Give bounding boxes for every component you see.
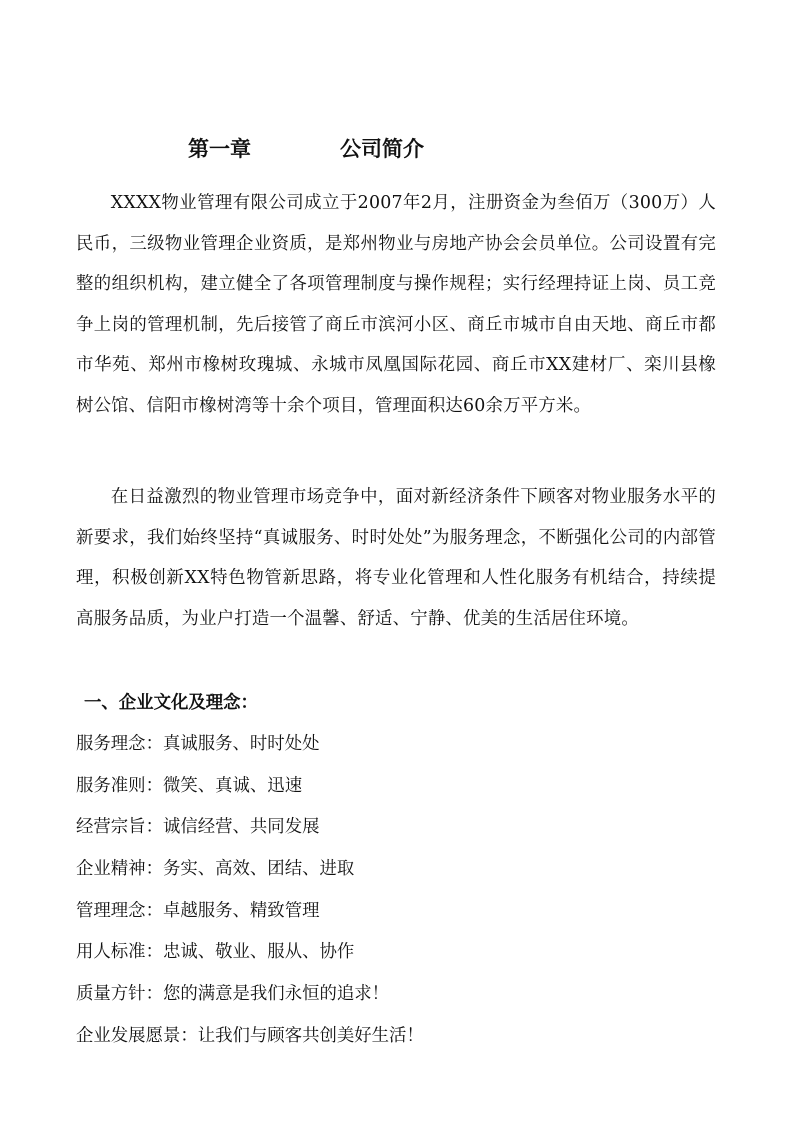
chapter-number: 第一章 — [188, 137, 251, 162]
value-management-philosophy: 管理理念：卓越服务、精致管理 — [76, 900, 320, 921]
value-business-purpose: 经营宗旨：诚信经营、共同发展 — [76, 817, 320, 838]
value-service-philosophy: 服务理念：真诚服务、时时处处 — [76, 734, 320, 754]
chapter-name: 公司简介 — [340, 137, 424, 162]
value-hiring-standard: 用人标准：忠诚、敬业、服从、协作 — [76, 942, 355, 963]
culture-values-list — [76, 726, 716, 1060]
section-heading: 一、企业文化及理念： — [84, 693, 258, 713]
value-enterprise-spirit: 企业精神：务实、高效、团结、进取 — [76, 859, 355, 880]
value-service-principle: 服务准则：微笑、真诚、迅速 — [76, 775, 303, 796]
value-quality-policy: 质量方针：您的满意是我们永恒的追求！ — [76, 984, 390, 1005]
philosophy-paragraph: 在日益激烈的物业管理市场竞争中，面对新经济条件下顾客对物业服务水平的新要求，我们始终坚持“真诚服务、时时处处”为服务理念，不断强化公司的内部管理，积极创新XX特色物管新思路，将专业化管理和人性化服务有机结合，持续提高服务品质，为业户打造一个温馨、舒适、宁静、优美的生活居住环境。 — [76, 487, 716, 629]
chapter-title — [188, 132, 608, 166]
intro-paragraph: XXXX物业管理有限公司成立于2007年2月，注册资金为叁佰万（300万）人民币，三级物业管理企业资质，是郑州物业与房地产协会会员单位。公司设置有完整的组织机构，建立健全了各项管理制度与操作规程；实行经理持证上岗、员工竞争上岗的管理机制，先后接管了商丘市滨河小区、商丘市城市自由天地、商丘市都市华苑、郑州市橡树玫瑰城、永城市凤凰国际花园、商丘市XX建材厂、栾川县橡树公馆、信阳市橡树湾等十余个项目，管理面积达60余万平方米。 — [76, 193, 716, 416]
value-development-vision: 企业发展愿景：让我们与顾客共创美好生活！ — [76, 1025, 424, 1046]
